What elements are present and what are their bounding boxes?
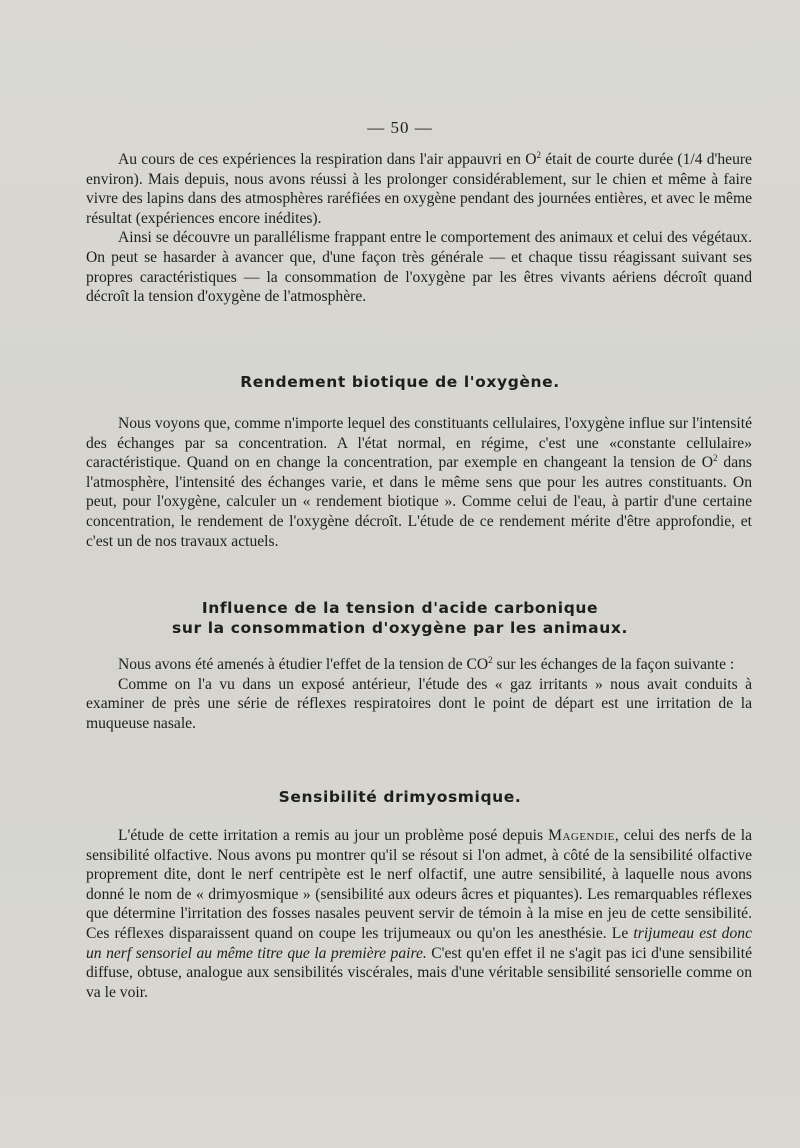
section1-text xyxy=(86,414,752,551)
section-heading-influence-line1: Influence de la tension d'acide carbonique xyxy=(201,599,599,617)
intro-paragraph-1: Au cours de ces expériences la respiration dans l'air appauvri en $O^2$ était de courte durée (1/4 d'heure environ). Mais depuis, nous avons réussi à les prolonger considérablement, sur le chien et même à faire vivre des lapins dans des atmosphères raréfiées en oxygène pendant des journées entières, et avec le même résultat (expériences encore inédites). xyxy=(86,149,752,227)
section3-text xyxy=(86,826,752,1002)
italic-statement: trijumeau est donc un nerf sensoriel au même titre que la première paire. xyxy=(86,924,752,962)
section3-paragraph-1: L'étude de cette irritation a remis au jour un problème posé depuis Magendie, celui des nerfs de la sensibilité olfactive. Nous avons pu montrer qu'il se résout si l'on admet, à côté de la sensibilité olfactive proprement dite, dont le nerf centripète est le nerf olfactif, une autre sensibilité, à laquelle nous avons donné le nom de « drimyosmique » (sensibilité aux odeurs âcres et piquantes). Les remarquables réflexes que détermine l'irritation des fosses nasales peuvent servir de témoin à la mise en jeu de cette sensibilité. Ces réflexes disparaissent quand on coupe les trijumeaux ou qu'on les anesthésie. Le trijumeau est donc un nerf sensoriel au même titre que la première paire. C'est qu'en effet il ne s'agit pas ici d'une sensibilité diffuse, obtuse, analogue aux sensibilités viscérales, mais d'une véritable sensibilité sensorielle comme on va le voir. xyxy=(86,827,752,1001)
section-heading-influence xyxy=(0,598,800,638)
section2-text xyxy=(86,655,752,733)
section2-paragraph-2: Comme on l'a vu dans un exposé antérieur, l'étude des « gaz irritants » nous avait conduits à examiner de près une série de réflexes respiratoires dont le point de départ est une irritation de la muqueuse nasale. xyxy=(86,675,752,732)
intro-text xyxy=(86,150,752,307)
intro-paragraph-2: Ainsi se découvre un parallélisme frappant entre le comportement des animaux et celui des végétaux. On peut se hasarder à avancer que, d'une façon très générale — et chaque tissu réagissant suivant ses propres caractéristiques — la consommation de l'oxygène par les êtres vivants aériens décroît quand décroît la tension d'oxygène de l'atmosphère. xyxy=(86,229,752,306)
author-name: Magendie xyxy=(548,827,615,844)
page-number: — 50 — xyxy=(367,118,433,137)
section-heading-rendement: Rendement biotique de l'oxygène. xyxy=(240,373,560,391)
section-heading-sensibilite: Sensibilité drimyosmique. xyxy=(278,788,522,806)
section1-paragraph-1: Nous voyons que, comme n'importe lequel des constituants cellulaires, l'oxygène influe sur l'intensité des échanges par sa concentration. A l'état normal, en régime, c'est une «constante cellulaire» caractéristique. Quand on en change la concentration, par exemple en changeant la tension de $O^2$ dans l'atmosphère, l'intensité des échanges varie, et dans le même sens que pour les autres constituants. On peut, pour l'oxygène, calculer un « rendement biotique ». Comme celui de l'eau, à partir d'une certaine concentration, le rendement de l'oxygène décroît. L'étude de ce rendement mérite d'être approfondie, et c'est un de nos travaux actuels. xyxy=(86,415,752,550)
section-heading-influence-line2: sur la consommation d'oxygène par les animaux. xyxy=(172,619,628,637)
section2-paragraph-1: Nous avons été amenés à étudier l'effet de la tension de $CO^2$ sur les échanges de la façon suivante : xyxy=(118,654,735,673)
